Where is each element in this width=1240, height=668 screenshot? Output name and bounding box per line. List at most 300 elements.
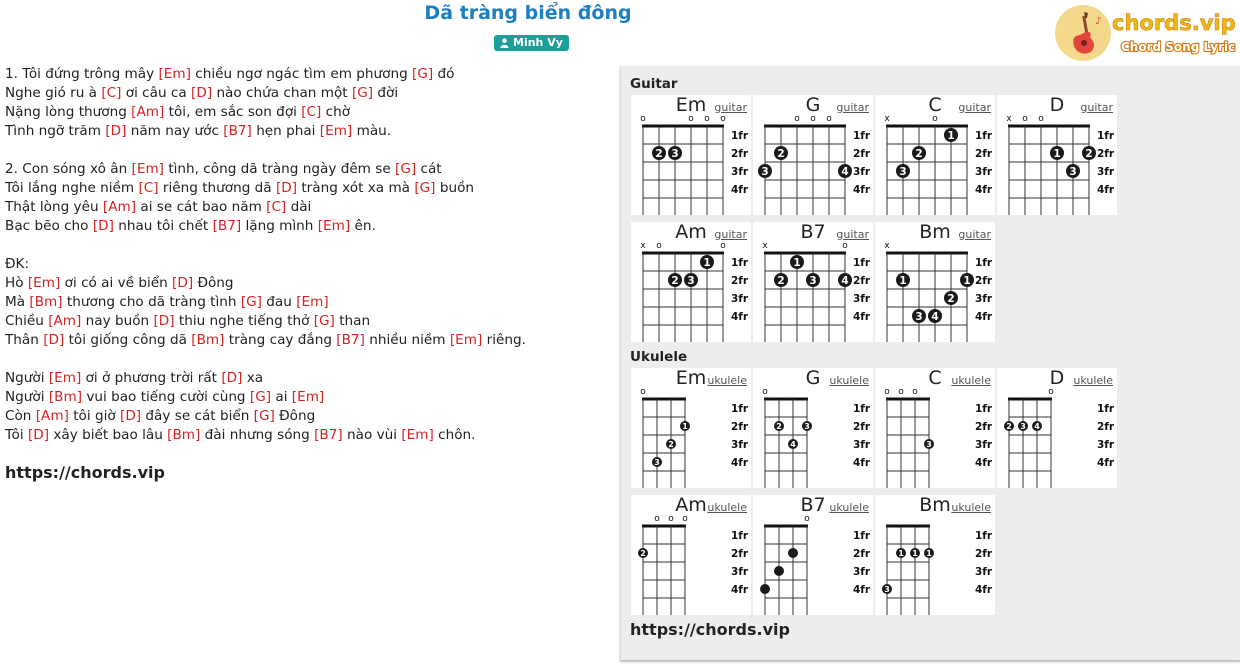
fretboard-diagram [875,95,995,215]
ukulele-chord-card-b7[interactable] [753,495,873,615]
lyric-line [5,293,605,312]
muted-string-marker: x [884,114,890,124]
finger-number: 2 [671,275,679,287]
finger-number: 4 [841,275,849,287]
finger-number: 1 [912,549,918,558]
chord-link[interactable]: [Em] [317,218,351,234]
open-string-marker: o [654,514,660,524]
lyric-line [5,217,605,236]
fretboard-diagram [631,368,751,488]
fret-label: 1fr [853,403,871,415]
lyric-text: năm nay ước [126,123,224,139]
lyric-text: ên. [350,218,376,234]
lyric-text: hẹn phai [251,123,320,139]
lyric-text: 2. Con sóng xô ân [5,161,132,177]
guitar-chord-card-c[interactable] [875,95,995,215]
chord-link[interactable]: [D] [153,313,175,329]
instrument-link[interactable]: guitar [836,101,869,114]
lyric-line [5,426,605,445]
chord-link[interactable]: [G] [253,408,275,424]
fret-label: 3fr [731,166,749,178]
fretboard-diagram [875,368,995,488]
finger-number: 1 [899,275,907,287]
fretboard-diagram [875,222,995,342]
fret-label: 4fr [731,184,749,196]
lyrics-body [5,65,605,445]
fret-label: 2fr [853,148,871,160]
open-string-marker: o [762,387,768,397]
finger-number: 3 [1069,166,1077,178]
lyric-text: nhiều niềm [364,332,450,348]
chord-link[interactable]: [Em] [401,427,434,443]
lyric-text: nào chứa chan một [212,85,352,101]
finger-dot [774,566,784,576]
fret-label: 1fr [1097,403,1115,415]
lyric-text: đây se cát biển [141,408,254,424]
lyric-line [5,141,605,160]
lyric-text: xây biết bao lâu [49,427,168,443]
finger-number: 1 [793,257,801,269]
fret-label: 1fr [853,530,871,542]
fret-label: 2fr [853,548,871,560]
chord-name: Bm [919,221,951,243]
lyric-text: màu. [352,123,392,139]
fret-label: 3fr [853,166,871,178]
instrument-link[interactable]: ukulele [951,501,991,514]
fret-label: 2fr [731,148,749,160]
lyric-text: riêng. [482,332,526,348]
ukulele-chord-card-c[interactable] [875,368,995,488]
chord-link[interactable]: [D] [105,123,127,139]
chord-link[interactable]: [Em] [27,275,61,291]
website-link-right[interactable]: https://chords.vip [630,620,790,639]
guitar-chord-card-am[interactable] [631,222,751,342]
chord-name: Em [675,94,707,116]
finger-number: 4 [841,166,849,178]
chord-link[interactable]: [B7] [212,218,242,234]
finger-number: 3 [899,166,907,178]
fret-label: 2fr [975,275,993,287]
lyric-text: nào vùi [342,427,402,443]
muted-string-marker: x [762,241,768,251]
chord-name: D [1049,367,1065,389]
lyric-text: Đông [274,408,316,424]
fret-label: 4fr [853,584,871,596]
fret-label: 1fr [731,257,749,269]
chord-link[interactable]: [Em] [449,332,483,348]
chord-name: G [805,367,821,389]
open-string-marker: o [810,114,816,124]
logo-tagline: Chord Song Lyric [1121,40,1236,54]
lyric-text: đau [261,294,297,310]
lyric-line [5,84,605,103]
instrument-link[interactable]: guitar [714,101,747,114]
chord-link[interactable]: [C] [101,85,122,101]
fret-label: 1fr [975,403,993,415]
open-string-marker: o [656,241,662,251]
ukulele-chord-card-d[interactable] [997,368,1117,488]
chord-name: C [928,94,942,116]
lyric-text: tràng cay đắng [224,332,337,348]
lyric-text: ơi ở phương trời rất [81,370,222,386]
chord-link[interactable]: [Am] [102,199,137,215]
chord-name: Am [675,494,707,516]
lyric-text: Tôi lắng nghe niềm [5,180,139,196]
fret-label: 1fr [731,130,749,142]
fret-label: 3fr [853,293,871,305]
fret-label: 2fr [975,148,993,160]
chord-link[interactable]: [D] [275,180,298,196]
lyric-line [5,350,605,369]
chord-link[interactable]: [G] [313,313,335,329]
chord-link[interactable]: [D] [92,218,114,234]
fret-label: 4fr [731,311,749,323]
finger-number: 2 [640,549,646,558]
fret-label: 4fr [853,457,871,469]
fretboard-diagram [631,495,751,615]
finger-number: 1 [703,257,711,269]
chord-link[interactable]: [G] [249,389,272,405]
fretboard-diagram [753,95,873,215]
finger-number: 2 [1006,422,1012,431]
finger-number: 4 [931,311,939,323]
finger-number: 3 [809,275,817,287]
open-string-marker: o [640,114,646,124]
finger-number: 1 [898,549,904,558]
muted-string-marker: x [640,241,646,251]
fretboard-diagram [753,368,873,488]
lyric-line [5,160,605,179]
lyric-line [5,312,605,331]
finger-number: 3 [654,458,660,467]
chord-link[interactable]: [B7] [223,123,252,139]
fret-label: 3fr [731,293,749,305]
fretboard-diagram [997,368,1117,488]
open-string-marker: o [804,514,810,524]
finger-number: 1 [1053,148,1061,160]
fretboard-diagram [875,495,995,615]
lyric-line [5,198,605,217]
finger-dot [760,584,770,594]
finger-number: 4 [1034,422,1040,431]
fret-label: 1fr [975,530,993,542]
muted-string-marker: x [1006,114,1012,124]
guitar-chord-card-bm[interactable] [875,222,995,342]
fret-label: 2fr [975,548,993,560]
lyric-text: than [334,313,371,329]
finger-number: 4 [790,440,796,449]
chord-link[interactable]: [Am] [35,408,69,424]
ukulele-chord-card-em[interactable] [631,368,751,488]
instrument-link[interactable]: guitar [958,101,991,114]
chord-name: Em [675,367,707,389]
finger-number: 2 [947,293,955,305]
chord-link[interactable]: [C] [138,180,159,196]
open-string-marker: o [842,241,848,251]
instrument-link[interactable]: guitar [958,228,991,241]
chord-link[interactable]: [Bm] [48,389,83,405]
lyric-line [5,369,605,388]
fretboard-diagram [631,222,751,342]
fret-label: 1fr [1097,130,1115,142]
lyric-line [5,407,605,426]
open-string-marker: o [794,114,800,124]
song-title: Dã tràng biển đông [424,2,632,24]
instrument-link[interactable]: ukulele [1073,374,1113,387]
chord-link[interactable]: [G] [351,85,374,101]
open-string-marker: o [1048,387,1054,397]
open-string-marker: o [720,114,726,124]
finger-number: 2 [655,148,663,160]
open-string-marker: o [884,387,890,397]
finger-number: 3 [915,311,923,323]
guitar-chord-card-d[interactable] [997,95,1117,215]
finger-number: 2 [776,422,782,431]
lyric-text: 1. Tôi đứng trông mây [5,66,159,82]
open-string-marker: o [640,387,646,397]
lyric-text: ai se cát bao năm [136,199,267,215]
open-string-marker: o [1022,114,1028,124]
lyric-text: Tình ngỡ trăm [5,123,106,139]
ukulele-chord-card-bm[interactable] [875,495,995,615]
finger-dot [788,548,798,558]
open-string-marker: o [720,241,726,251]
chord-name: Bm [919,494,951,516]
open-string-marker: o [688,114,694,124]
lyric-text: Tôi [5,427,28,443]
fret-label: 3fr [1097,439,1115,451]
chord-link[interactable]: [Em] [131,161,164,177]
fret-label: 1fr [731,403,749,415]
ukulele-heading: Ukulele [630,349,688,365]
lyric-text: Thật lòng yêu [5,199,103,215]
fret-label: 4fr [975,584,993,596]
guitar-heading: Guitar [630,76,678,92]
instrument-link[interactable]: ukulele [951,374,991,387]
chord-link[interactable]: [G] [414,180,436,196]
finger-number: 2 [777,148,785,160]
lyric-line [5,65,605,84]
chord-link[interactable]: [Em] [296,294,329,310]
lyric-text: tôi giờ [68,408,121,424]
fret-label: 2fr [853,421,871,433]
chord-link[interactable]: [Bm] [191,332,225,348]
fretboard-diagram [753,222,873,342]
chord-link[interactable]: [G] [395,161,417,177]
fret-label: 4fr [853,184,871,196]
open-string-marker: o [704,114,710,124]
fret-label: 3fr [975,293,993,305]
lyric-text: Mà [5,294,30,310]
chord-name: G [805,94,821,116]
chord-link[interactable]: [D] [120,408,142,424]
finger-number: 3 [687,275,695,287]
fret-label: 4fr [731,584,749,596]
lyric-text: tình, công dã tràng ngày đêm se [164,161,396,177]
lyric-text: Người [5,370,49,386]
muted-string-marker: x [884,241,890,251]
fret-label: 2fr [731,548,749,560]
chord-link[interactable]: [B7] [314,427,343,443]
finger-number: 3 [926,440,932,449]
lyric-text: tôi giống công dã [64,332,192,348]
chord-link[interactable]: [C] [266,199,287,215]
finger-number: 3 [1020,422,1026,431]
user-icon [500,38,509,48]
fretboard-diagram [631,95,751,215]
lyric-line [5,274,605,293]
lyric-text: thiu nghe tiếng thở [174,313,314,329]
lyric-text: Đông [193,275,234,291]
fret-label: 3fr [853,439,871,451]
chord-link[interactable]: [Em] [291,389,325,405]
chord-link[interactable]: [Am] [48,313,82,329]
instrument-link[interactable]: ukulele [829,501,869,514]
finger-number: 2 [1085,148,1093,160]
lyric-text: ơi có ai về biển [60,275,173,291]
finger-number: 2 [915,148,923,160]
finger-number: 3 [884,585,890,594]
lyric-text: ơi câu ca [121,85,192,101]
fret-label: 3fr [975,566,993,578]
chord-link[interactable]: [Bm] [29,294,63,310]
chord-link[interactable]: [Em] [48,370,82,386]
lyric-text: Bạc bẽo cho [5,218,93,234]
finger-number: 1 [947,130,955,142]
guitar-chord-card-em[interactable] [631,95,751,215]
lyric-text: buồn [435,180,474,196]
fret-label: 2fr [731,275,749,287]
chord-link[interactable]: [Bm] [167,427,201,443]
lyric-line [5,255,605,274]
finger-number: 1 [963,275,971,287]
instrument-link[interactable]: guitar [836,228,869,241]
finger-number: 3 [804,422,810,431]
chord-link[interactable]: [G] [412,66,434,82]
chord-name: B7 [800,494,826,516]
lyric-text: ĐK: [5,256,30,272]
lyric-text: chôn. [433,427,476,443]
lyric-text: thương cho dã tràng tình [62,294,241,310]
lyric-text: xa [242,370,264,386]
fret-label: 4fr [1097,457,1115,469]
instrument-link[interactable]: guitar [1080,101,1113,114]
fret-label: 4fr [975,311,993,323]
website-link-left[interactable]: https://chords.vip [5,463,165,482]
fretboard-diagram [753,495,873,615]
fret-label: 2fr [1097,148,1115,160]
author-name: Minh Vy [513,36,563,49]
open-string-marker: o [1038,114,1044,124]
lyric-text: dài [286,199,312,215]
lyric-text: nay buồn [81,313,154,329]
chord-link[interactable]: [D] [221,370,243,386]
fret-label: 3fr [731,439,749,451]
instrument-link[interactable]: ukulele [707,374,747,387]
guitar-chord-card-b7[interactable] [753,222,873,342]
lyric-line [5,236,605,255]
ukulele-chord-card-am[interactable] [631,495,751,615]
lyric-text: nhau tôi chết [113,218,213,234]
chord-link[interactable]: [Am] [131,104,165,120]
chord-link[interactable]: [D] [172,275,194,291]
logo-brand-text: chords.vip [1112,11,1236,35]
fret-label: 3fr [1097,166,1115,178]
chord-link[interactable]: [Em] [158,66,191,82]
lyric-text: Thân [5,332,44,348]
lyric-text: Nghe gió ru à [5,85,102,101]
lyric-text: chờ [321,104,351,120]
finger-number: 1 [926,549,932,558]
fret-label: 4fr [853,311,871,323]
lyric-text: cát [416,161,442,177]
lyric-line [5,103,605,122]
lyric-text: ai [271,389,292,405]
lyric-text: Còn [5,408,36,424]
chord-name: B7 [800,221,826,243]
fret-label: 1fr [975,130,993,142]
chord-link[interactable]: [B7] [336,332,365,348]
fret-label: 1fr [853,130,871,142]
author-badge[interactable] [494,35,569,51]
instrument-link[interactable]: guitar [714,228,747,241]
fret-label: 3fr [975,166,993,178]
open-string-marker: o [932,114,938,124]
chord-link[interactable]: [Em] [319,123,353,139]
open-string-marker: o [912,387,918,397]
fret-label: 4fr [1097,184,1115,196]
lyric-text: lặng mình [241,218,318,234]
lyric-line [5,179,605,198]
chord-link[interactable]: [D] [27,427,50,443]
open-string-marker: o [826,114,832,124]
lyric-text: tràng xót xa mà [297,180,415,196]
lyric-text: Chiều [5,313,49,329]
lyric-text: đài nhưng sóng [200,427,315,443]
svg-text:♪: ♪ [1095,16,1102,27]
chord-name: Am [675,221,707,243]
ukulele-chord-card-g[interactable] [753,368,873,488]
lyric-line [5,331,605,350]
chord-link[interactable]: [G] [240,294,262,310]
finger-number: 2 [777,275,785,287]
chord-link[interactable]: [D] [43,332,65,348]
instrument-link[interactable]: ukulele [829,374,869,387]
site-logo[interactable] [1054,4,1238,62]
instrument-link[interactable]: ukulele [707,501,747,514]
lyric-text: tôi, em sắc son đợi [164,104,302,120]
fret-label: 2fr [1097,421,1115,433]
fret-label: 4fr [975,184,993,196]
open-string-marker: o [898,387,904,397]
chord-link[interactable]: [C] [301,104,322,120]
lyric-text: chiều ngơ ngác tìm em phương [190,66,413,82]
fret-label: 1fr [731,530,749,542]
finger-number: 2 [668,440,674,449]
lyric-text: riêng thương dã [158,180,276,196]
lyric-text: Nặng lòng thương [5,104,132,120]
fret-label: 3fr [975,439,993,451]
lyric-line [5,122,605,141]
guitar-chord-card-g[interactable] [753,95,873,215]
chord-name: D [1049,94,1065,116]
lyric-line [5,388,605,407]
lyric-text: Hò [5,275,28,291]
fret-label: 1fr [975,257,993,269]
chord-name: C [928,367,942,389]
fret-label: 3fr [853,566,871,578]
chord-link[interactable]: [D] [191,85,213,101]
